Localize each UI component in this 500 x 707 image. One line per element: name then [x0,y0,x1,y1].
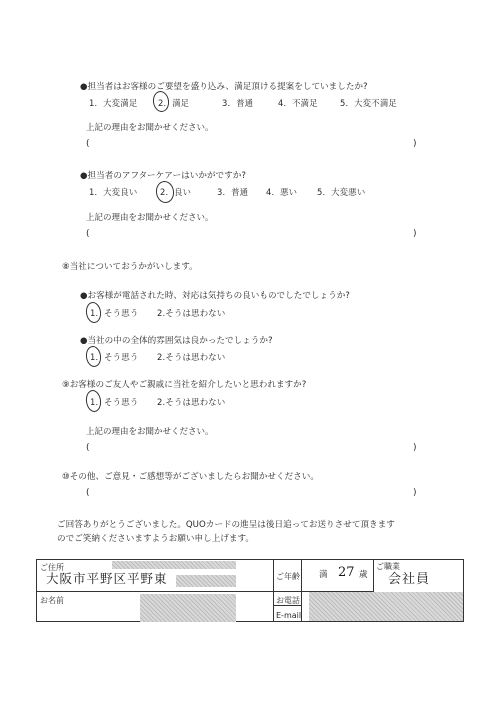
q2-close-paren: ) [413,229,417,239]
q2-open-paren: ( [86,229,90,239]
redaction-block [112,561,236,569]
section9-options [0,396,500,408]
atmosphere-selection-circle [85,345,103,368]
q2-option-2[interactable]: 2．良い [160,187,192,197]
q2-option-4[interactable]: 4．悪い [266,187,298,197]
q1-option-3[interactable]: 3．普通 [222,98,254,108]
section9-option-2[interactable]: 2.そうは思わない [157,397,226,407]
age-suffix: 歳 [359,570,368,580]
redaction-block [309,592,463,621]
q1-reason-label: 上記の理由をお聞かせください。 [86,123,214,133]
email-label: E-mail [276,611,302,620]
address-value[interactable]: 大阪市平野区平野東 [46,571,168,586]
phone-question: ●お客様が電話された時、対応は気持ちの良いものでしたでしょうか? [80,291,350,301]
q2-option-3[interactable]: 3．普通 [217,187,249,197]
q2-option-1[interactable]: 1．大変良い [89,187,138,197]
phone-label: お電話 [276,596,300,605]
phone-selection-circle [85,301,103,324]
q1-option-2[interactable]: 2．満足 [158,98,190,108]
q1-close-paren: ) [413,139,417,149]
closing-line-1: ご回答ありがとうございました。QUOカードの進呈は後日追ってお送りさせて頂きます [57,520,395,530]
age-label: ご年齢 [276,572,300,581]
q1-open-paren: ( [86,139,90,149]
atmosphere-option-1[interactable]: 1．そう思う [90,352,139,362]
q1-options [0,97,500,109]
atmosphere-question: ●当社の中の全体的雰囲気は良かったでしょうか? [80,336,273,346]
redaction-block [140,594,236,622]
address-label: ご住所 [40,563,64,572]
divider [37,591,273,592]
atmosphere-options [0,351,500,363]
q1-selection-circle [152,90,171,113]
divider [273,560,274,622]
section9-option-1[interactable]: 1．そう思う [90,397,139,407]
q2-selection-circle [155,180,176,204]
phone-option-2[interactable]: 2.そうは思わない [157,308,226,318]
section10-open-paren: ( [86,488,90,498]
divider [301,591,302,622]
section8-title: ⑧当社についておうかがいします。 [62,262,198,272]
redaction-block [176,575,236,587]
section10-title: ⑩その他、ご意見・ご感想等がございましたらお聞かせください。 [62,472,319,482]
q2-reason-label: 上記の理由をお聞かせください。 [86,213,214,223]
section9-selection-circle [85,389,103,413]
occupation-value[interactable]: 会社員 [388,572,431,587]
section9-open-paren: ( [86,443,90,453]
age-value[interactable]: 27 [338,565,355,580]
q1-question: ●担当者はお客様のご要望を盛り込み、満足頂ける提案をしていましたか? [80,82,368,92]
section9-close-paren: ) [413,443,417,453]
q2-option-5[interactable]: 5．大変悪い [317,187,366,197]
closing-line-2: のでご笑納くださいますようお願い申し上げます。 [57,534,254,544]
phone-options [0,307,500,319]
age-prefix: 満 [319,570,328,580]
q1-option-5[interactable]: 5．大変不満足 [340,98,397,108]
divider [373,560,374,592]
q1-option-4[interactable]: 4．不満足 [278,98,318,108]
section9-title: ⑨お客様のご友人やご親戚に当社を紹介したいと思われますか? [62,380,307,390]
divider [301,560,302,591]
q2-options [0,186,500,198]
q1-option-1[interactable]: 1．大変満足 [89,98,138,108]
q2-question: ●担当者のアフターケアーはいかがですか? [80,171,246,181]
occupation-label: ご職業 [376,562,400,571]
section10-close-paren: ) [413,488,417,498]
phone-option-1[interactable]: 1．そう思う [90,308,139,318]
section9-reason-label: 上記の理由をお聞かせください。 [86,427,214,437]
name-label: お名前 [40,596,64,605]
atmosphere-option-2[interactable]: 2.そうは思わない [157,352,226,362]
